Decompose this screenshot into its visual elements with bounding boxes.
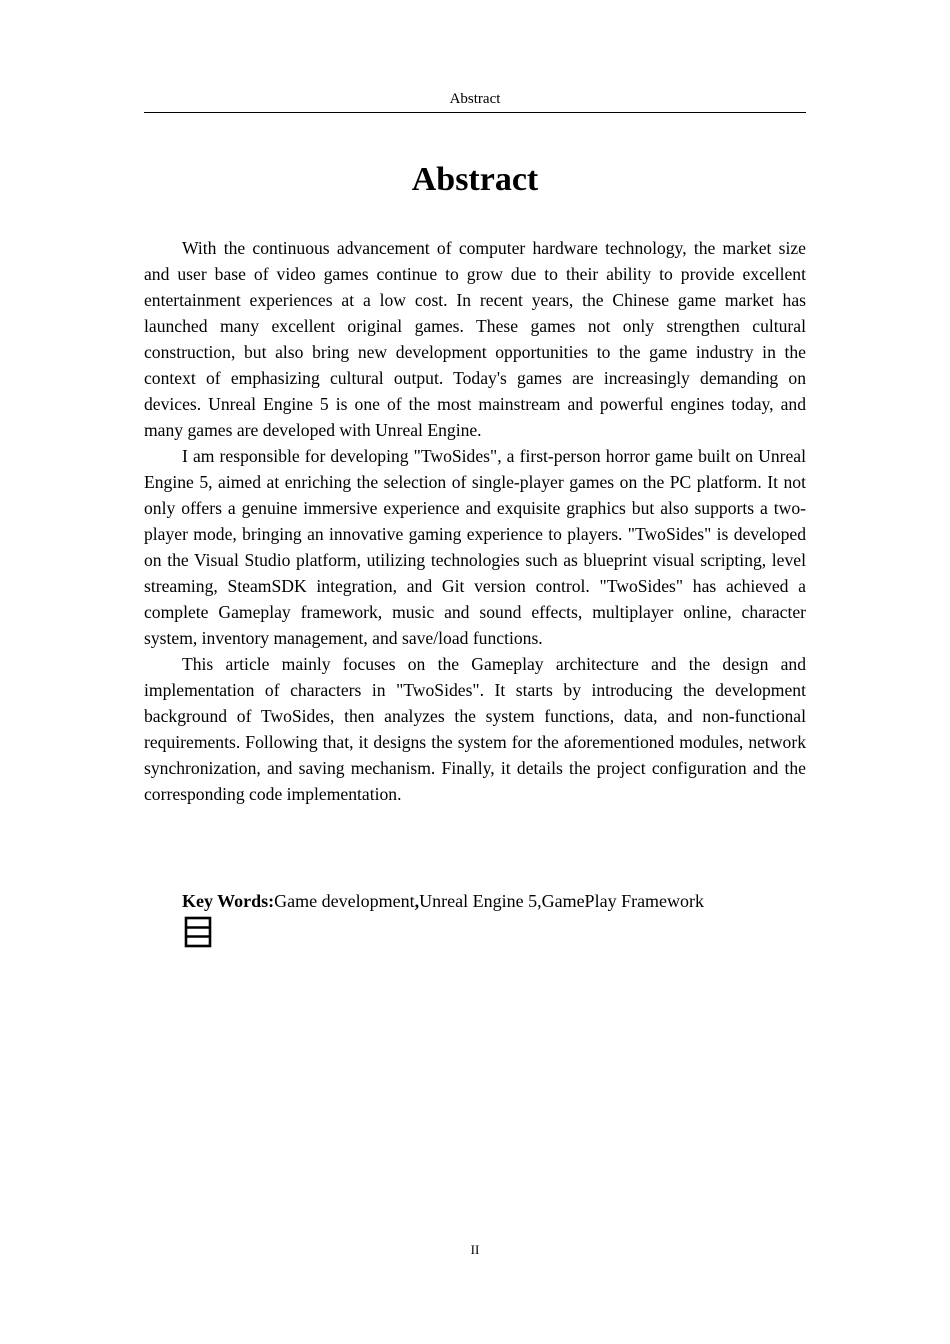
abstract-paragraph-1: With the continuous advancement of computer hardware technology, the market size and user base of video games continue to grow due to their ability to provide excellent entertainment experiences at a low cost. In recent years, the Chinese game market has launched many excellent original games. These games not only strengthen cultural construction, but also bring new development opportunities to the game industry in the context of emphasizing cultural output. Today's games are increasingly demanding on devices. Unreal Engine 5 is one of the most mainstream and powerful engines today, and many games are developed with Unreal Engine. [144, 238, 806, 440]
toc-heading-fragment [182, 914, 214, 950]
keywords-separator: , [414, 891, 420, 911]
header-rule [144, 112, 806, 113]
keywords-line [182, 888, 806, 914]
running-header: Abstract [449, 91, 501, 107]
abstract-body [144, 235, 806, 807]
page-number: II [470, 1242, 480, 1257]
keywords-rest: Unreal Engine 5,GamePlay Framework [419, 891, 705, 911]
keyword-1: Game development [274, 891, 415, 911]
abstract-paragraph-3: This article mainly focuses on the Gameplay architecture and the design and implementation of characters in "TwoSides". It starts by introducing the development background of TwoSides, then analyzes the system functions, data, and non-functional requirements. Following that, it designs the system for the aforementioned modules, network synchronization, and saving mechanism. Finally, it details the project configuration and the corresponding code implementation. [144, 654, 806, 804]
toc-glyph-icon [182, 914, 214, 950]
page-title: Abstract [411, 161, 539, 198]
abstract-paragraph-2: I am responsible for developing "TwoSides", a first-person horror game built on Unreal Engine 5, aimed at enriching the selection of single-player games on the PC platform. It not only offers a genuine immersive experience and exquisite graphics but also supports a two-player mode, bringing an innovative gaming experience to players. "TwoSides" is developed on the Visual Studio platform, utilizing technologies such as blueprint visual scripting, level streaming, SteamSDK integration, and Git version control. "TwoSides" has achieved a complete Gameplay framework, music and sound effects, multiplayer online, character system, inventory management, and save/load functions. [144, 446, 806, 648]
keywords-label: Key Words: [182, 891, 275, 911]
